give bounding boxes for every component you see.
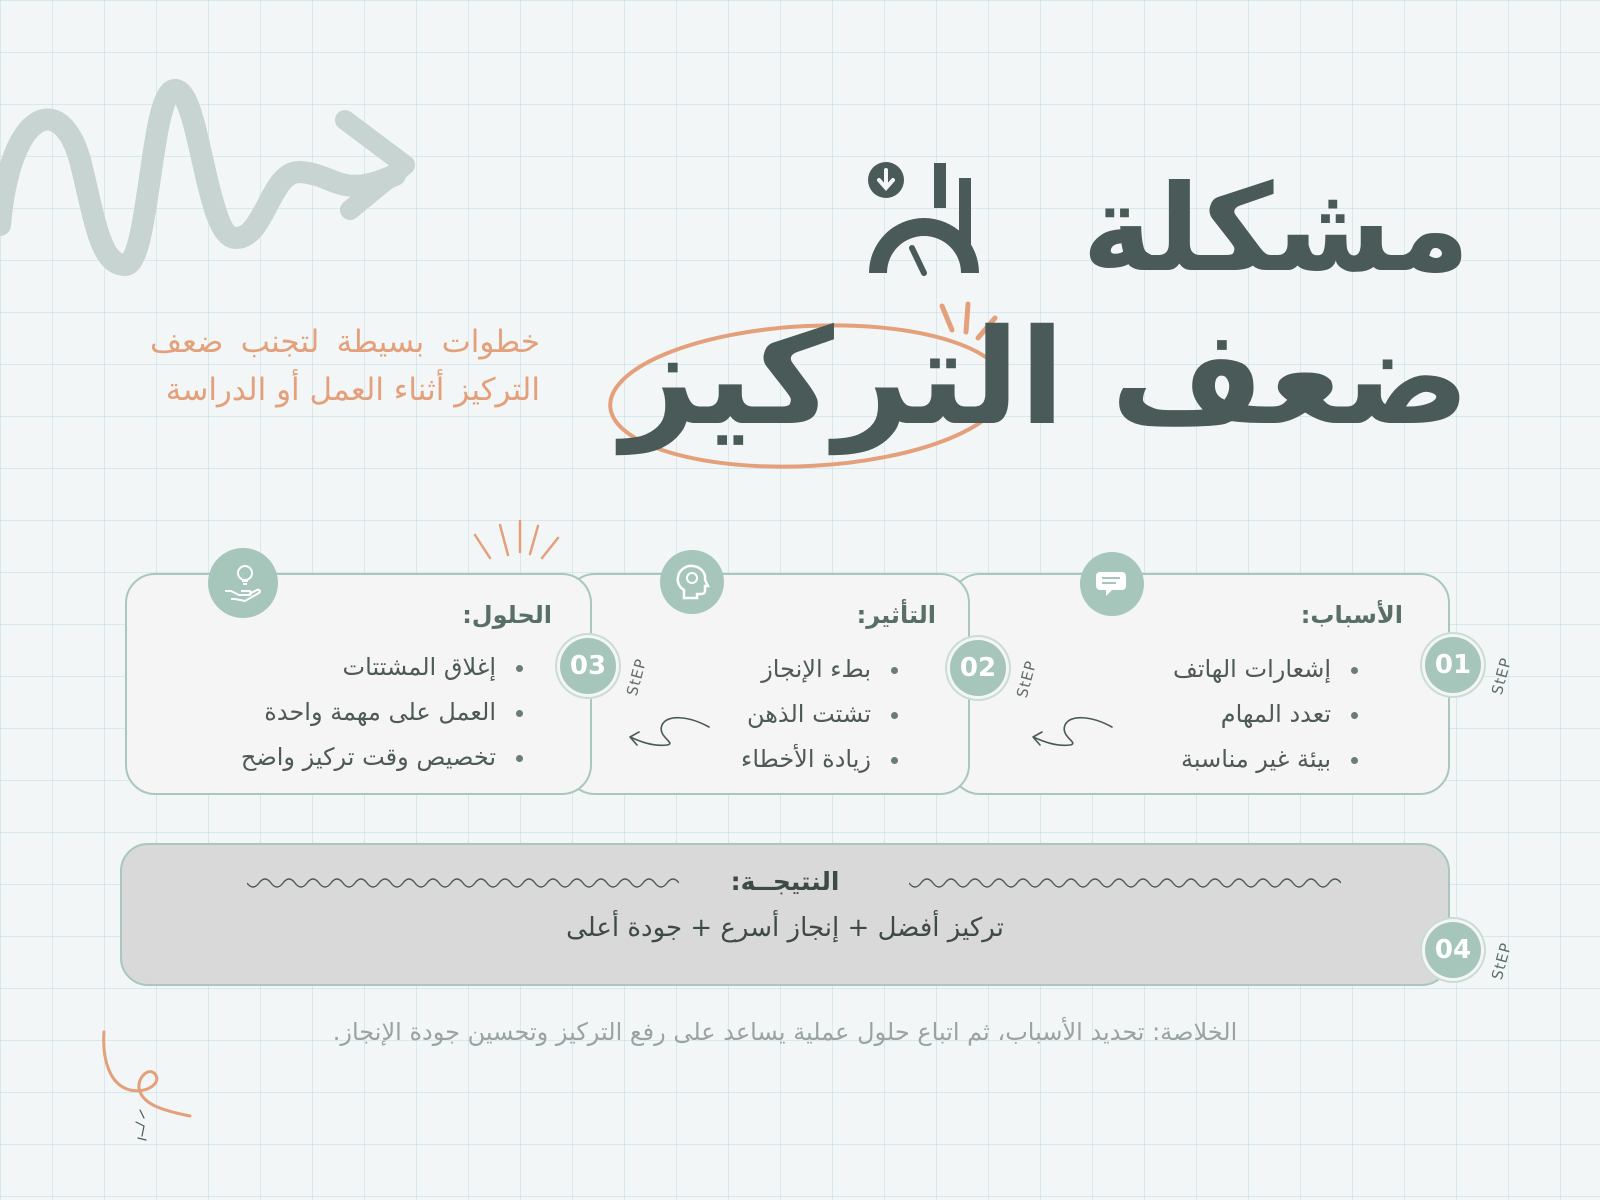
step-label: StEP <box>1488 940 1516 982</box>
card-heading: الحلول: <box>462 601 552 629</box>
squiggle-doodle <box>1030 715 1115 750</box>
summary-text: الخلاصة: تحديد الأسباب، ثم اتباع حلول عملية يساعد على رفع التركيز وتحسين جودة الإنجاز. <box>332 1018 1238 1046</box>
step-number-03: 03 <box>560 638 616 694</box>
step-label: StEP <box>623 656 651 698</box>
step-label: StEP <box>1013 658 1041 700</box>
list-item: العمل على مهمة واحدة <box>241 690 523 735</box>
step-number-04: 04 <box>1425 922 1481 978</box>
result-box <box>120 843 1450 986</box>
stopwatch-icon <box>864 158 989 283</box>
list-item: إشعارات الهاتف <box>1173 647 1358 692</box>
step-card-solutions <box>125 573 592 795</box>
card-list <box>1173 647 1358 782</box>
step-number-01: 01 <box>1425 637 1481 693</box>
list-item: تعدد المهام <box>1173 692 1358 737</box>
head-brain-icon <box>660 550 724 614</box>
result-text: تركيز أفضل + إنجاز أسرع + جودة أعلى <box>566 913 1004 943</box>
curl-doodle <box>100 1030 200 1150</box>
sparkle-decoration <box>470 520 570 565</box>
list-item: بيئة غير مناسبة <box>1173 737 1358 782</box>
list-item: تشتت الذهن <box>741 692 898 737</box>
squiggle-doodle <box>627 715 712 750</box>
card-list <box>741 647 898 782</box>
card-heading: الأسباب: <box>1300 601 1403 629</box>
card-list <box>241 645 523 780</box>
page-title-line1: مشكلة <box>1082 160 1470 299</box>
hand-lightbulb-icon <box>208 548 278 618</box>
card-heading: التأثير: <box>856 601 936 629</box>
step-label: StEP <box>1488 655 1516 697</box>
brain-chat-icon <box>1080 552 1144 616</box>
step-number-02: 02 <box>950 640 1006 696</box>
list-item: إغلاق المشتتات <box>241 645 523 690</box>
list-item: تخصيص وقت تركيز واضح <box>241 735 523 780</box>
page-title-line2: ضعف التركيز <box>621 301 1470 455</box>
list-item: بطء الإنجاز <box>741 647 898 692</box>
result-heading: النتيجــة: <box>730 867 840 896</box>
subtitle: خطوات بسيطة لتجنب ضعف التركيز أثناء العمل أو الدراسة <box>150 324 540 408</box>
decorative-squiggle-arrow <box>0 50 430 280</box>
list-item: زيادة الأخطاء <box>741 737 898 782</box>
